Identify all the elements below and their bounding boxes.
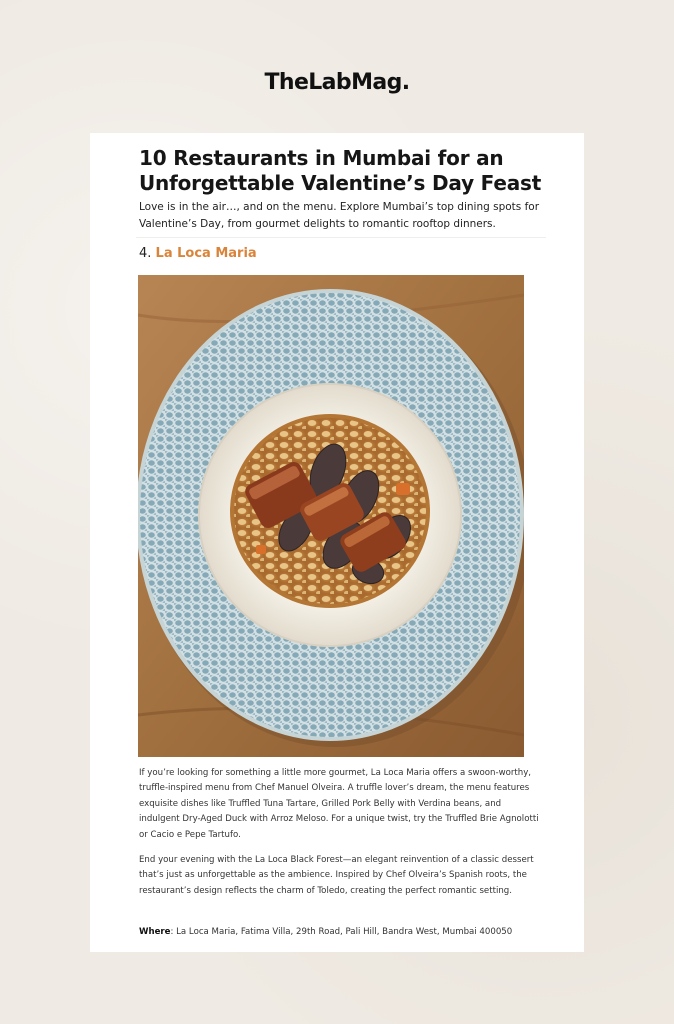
where-label: Where — [139, 927, 171, 937]
section-number: 4. — [139, 246, 152, 261]
article-paragraph: End your evening with the La Loca Black Forest—an elegant reinvention of a classic dessert that’s just as unforgettable as the ambience. Inspired by Chef Olveira’s Spanish roots, the restaurant’s design reflects the charm of Toledo, creating the perfect romantic setting. — [139, 855, 534, 896]
brand-logo: TheLabMag. — [264, 70, 410, 95]
where-address-text: La Loca Maria, Fatima Villa, 29th Road, Pali Hill, Bandra West, Mumbai 400050 — [176, 927, 513, 937]
section-heading — [139, 244, 257, 264]
article-subtitle: Love is in the air…, and on the menu. Explore Mumbai’s top dining spots for Valentine’s Day, from gourmet delights to romantic rooftop dinners. — [139, 201, 540, 230]
article-card — [90, 133, 584, 952]
section-divider — [136, 237, 546, 238]
where-address — [139, 925, 559, 939]
dish-photo — [138, 275, 524, 757]
article-title: 10 Restaurants in Mumbai for an Unforgettable Valentine’s Day Feast — [139, 146, 542, 195]
restaurant-name-link[interactable]: La Loca Maria — [155, 246, 257, 261]
article-paragraph: If you’re looking for something a little more gourmet, La Loca Maria offers a swoon-worthy, truffle-inspired menu from Chef Manuel Olveira. A truffle lover’s dream, the menu features exquisite dishes like Truffled Tuna Tartare, Grilled Pork Belly with Verdina beans, and indulgent Dry-Aged Duck with Arroz Meloso. For a unique twist, try the Truffled Brie Agnolotti or Cacio e Pepe Tartufo. — [139, 768, 539, 840]
where-separator: : — [170, 927, 174, 937]
